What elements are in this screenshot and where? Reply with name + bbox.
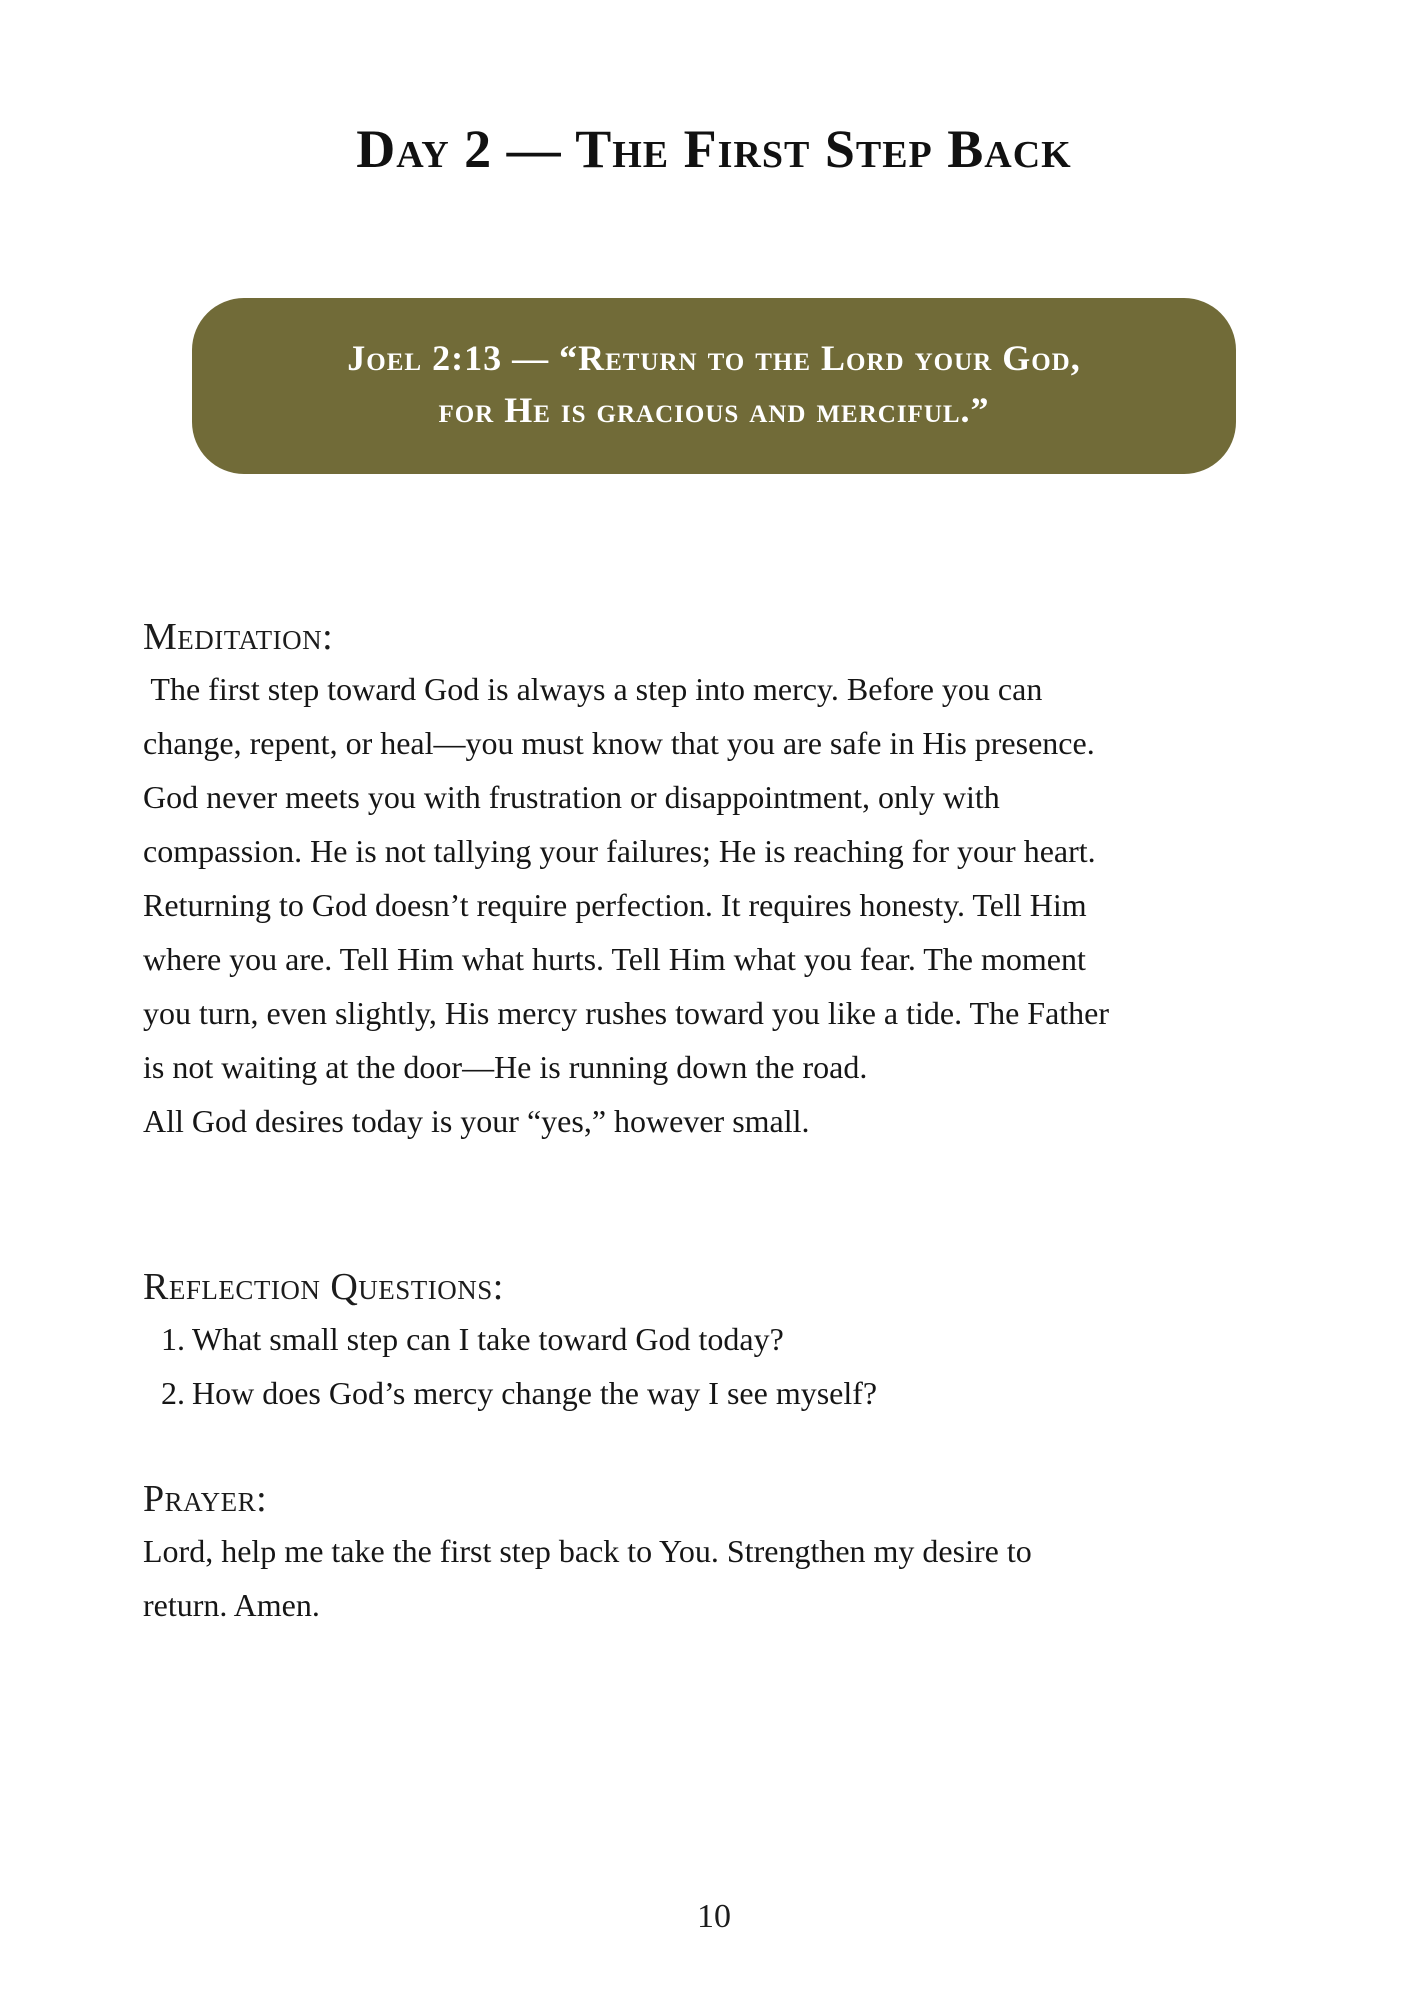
reflection-heading: Reflection Questions: [143, 1266, 504, 1309]
page-title: Day 2 — The First Step Back [356, 119, 1072, 179]
question-text: What small step can I take toward God today? [192, 1321, 784, 1358]
prayer-line: Lord, help me take the first step back to You. Strengthen my desire to [143, 1533, 1032, 1570]
verse-line-1: Joel 2:13 — “Return to the Lord your God, [347, 338, 1081, 379]
verse-banner [192, 298, 1236, 474]
meditation-line: compassion. He is not tallying your failures; He is reaching for your heart. [143, 833, 1096, 870]
reflection-section [143, 1264, 1308, 1420]
meditation-line: you turn, even slightly, His mercy rushes toward you like a tide. The Father [143, 995, 1110, 1032]
meditation-paragraph [143, 662, 1308, 1148]
meditation-line: All God desires today is your “yes,” however small. [143, 1103, 810, 1140]
prayer-section [143, 1476, 1308, 1632]
reflection-question-list [143, 1312, 1308, 1420]
prayer-line: return. Amen. [143, 1587, 320, 1624]
meditation-line: change, repent, or heal—you must know that you are safe in His presence. [143, 725, 1095, 762]
meditation-section [143, 614, 1308, 1148]
reflection-question-2 [143, 1366, 1308, 1420]
prayer-heading: Prayer: [143, 1478, 268, 1521]
meditation-line: God never meets you with frustration or disappointment, only with [143, 779, 1000, 816]
page-number: 10 [697, 1898, 731, 1935]
question-text: How does God’s mercy change the way I see myself? [192, 1375, 878, 1412]
question-number: 2. [161, 1375, 185, 1412]
reflection-question-1 [143, 1312, 1308, 1366]
meditation-line: is not waiting at the door—He is running down the road. [143, 1049, 868, 1086]
meditation-heading: Meditation: [143, 616, 334, 659]
question-number: 1. [161, 1321, 185, 1358]
verse-line-2: for He is gracious and merciful.” [438, 390, 990, 431]
prayer-paragraph [143, 1524, 1308, 1632]
page-content [0, 614, 1428, 1632]
meditation-line: The first step toward God is always a step into mercy. Before you can [143, 671, 1043, 708]
meditation-line: Returning to God doesn’t require perfection. It requires honesty. Tell Him [143, 887, 1087, 924]
meditation-line: where you are. Tell Him what hurts. Tell Him what you fear. The moment [143, 941, 1086, 978]
